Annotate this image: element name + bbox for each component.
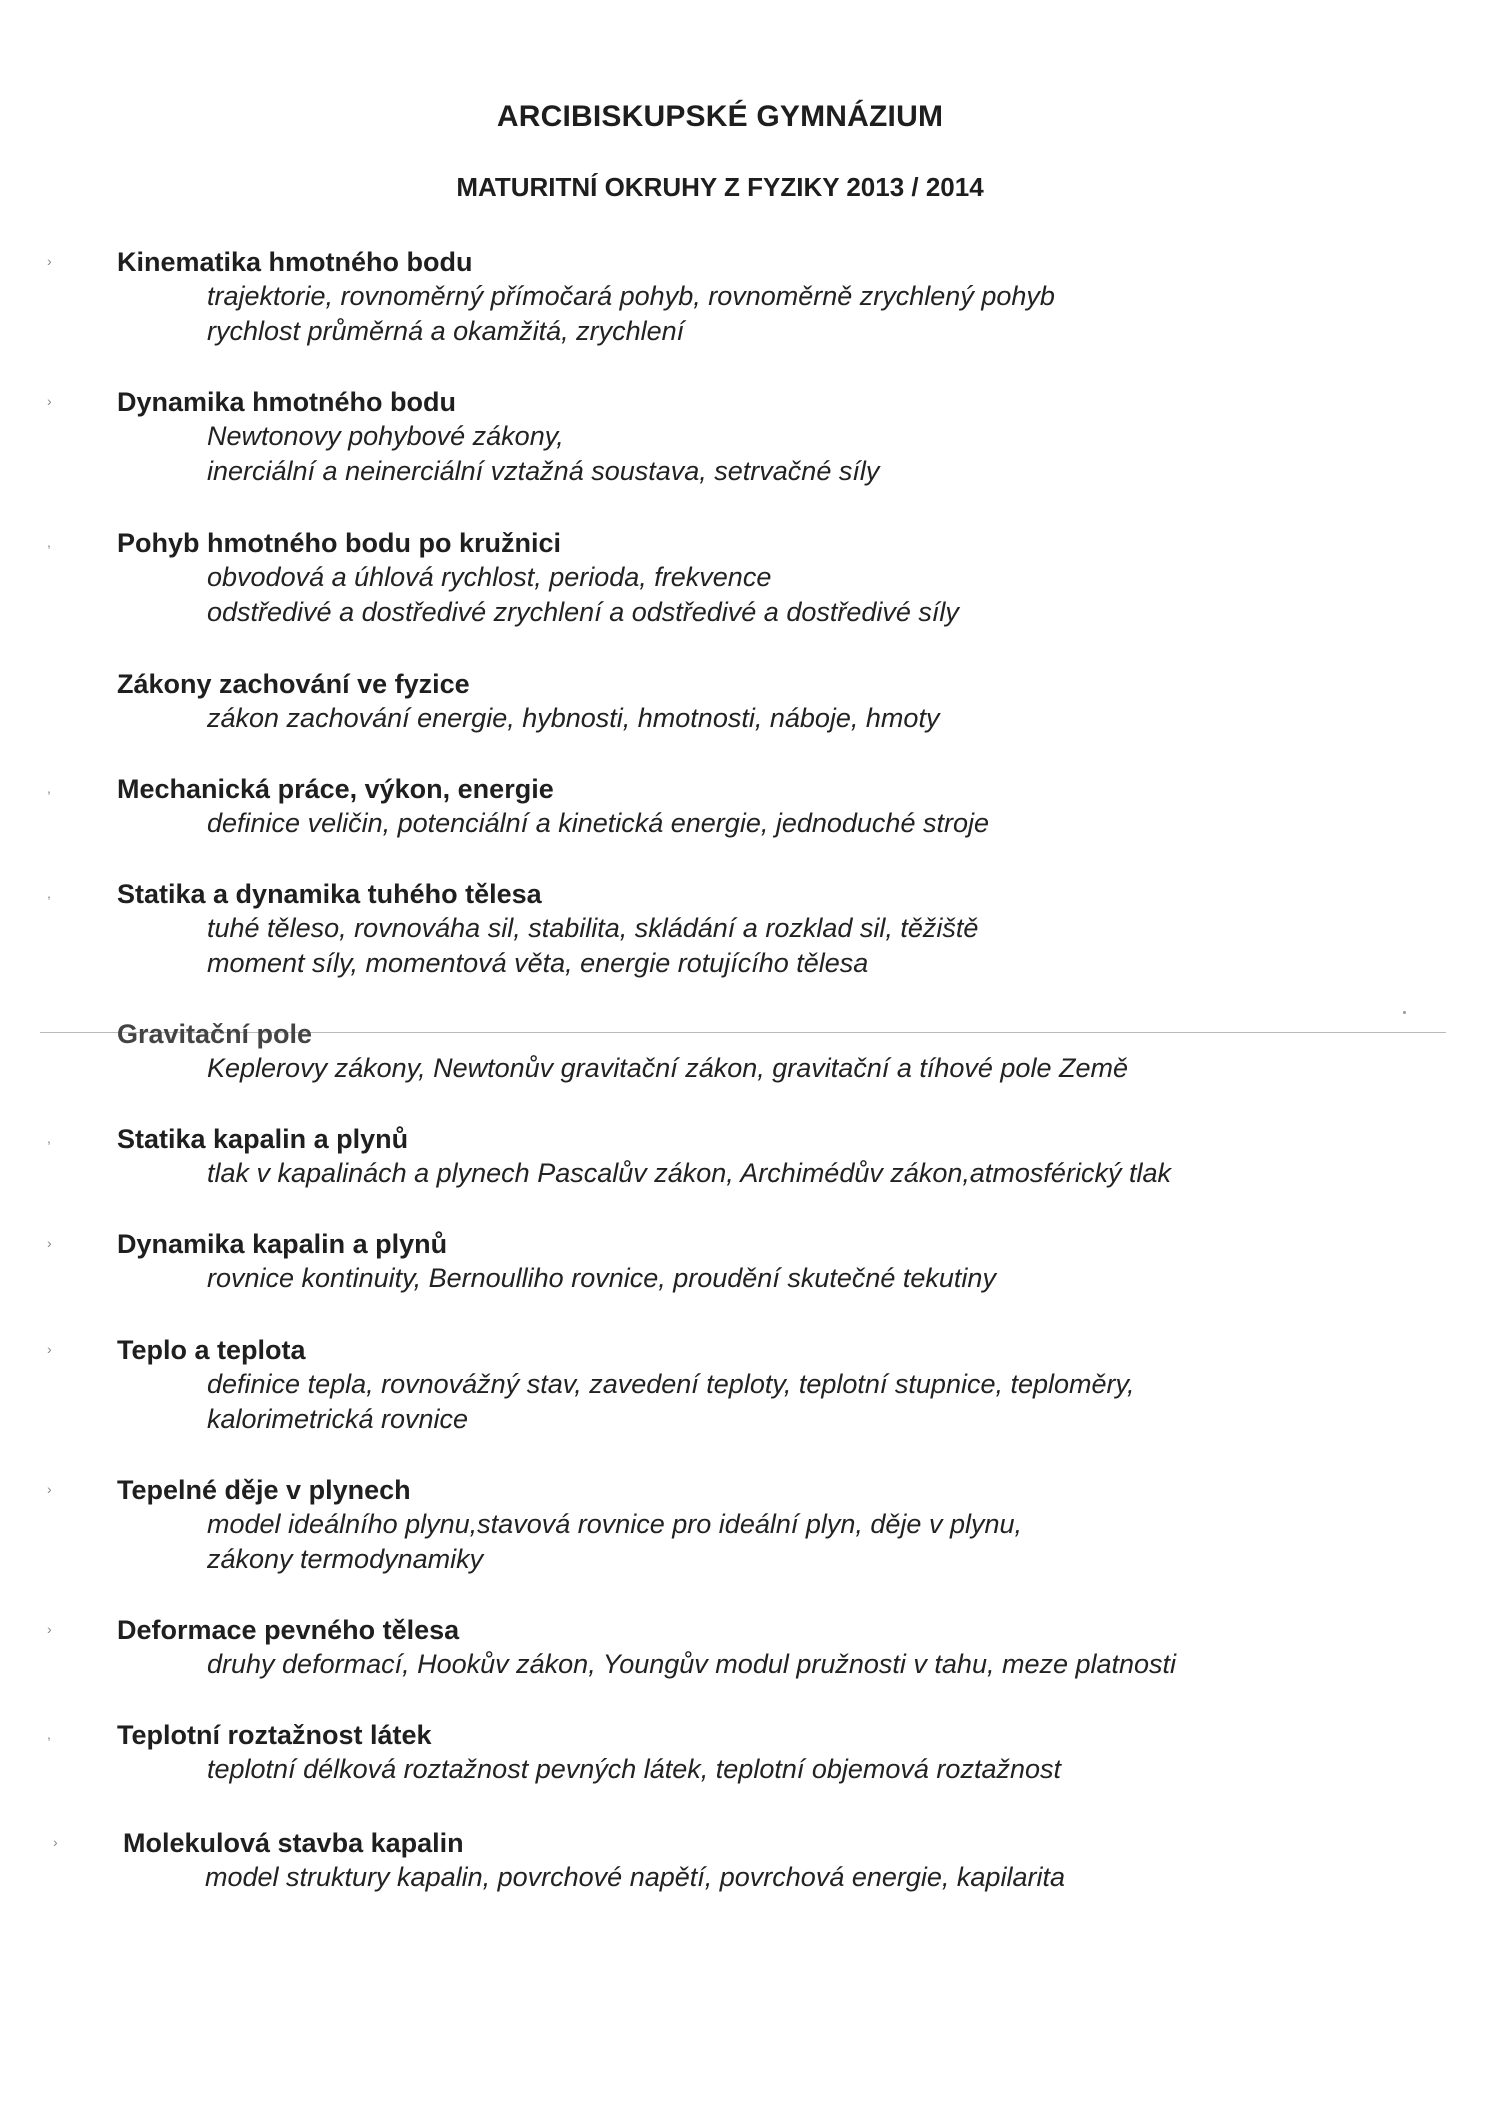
topic-detail: inerciální a neinerciální vztažná soustava, setrvačné síly xyxy=(207,456,880,486)
topic-heading: Zákony zachování ve fyzice xyxy=(117,669,470,699)
topic-heading: Teplo a teplota xyxy=(117,1335,306,1365)
bullet-mark: , xyxy=(47,1726,51,1742)
topic-item xyxy=(47,1613,1367,1682)
topic-item xyxy=(117,1017,1367,1086)
topic-item xyxy=(47,1333,1367,1437)
bullet-mark: › xyxy=(47,393,52,409)
topic-detail: model ideálního plynu,stavová rovnice pro ideální plyn, děje v plynu, xyxy=(207,1509,1022,1539)
topic-heading: Molekulová stavba kapalin xyxy=(123,1828,464,1858)
topic-heading: Kinematika hmotného bodu xyxy=(117,247,473,277)
bullet-mark: › xyxy=(47,253,52,269)
topic-detail: teplotní délková roztažnost pevných látek, teplotní objemová roztažnost xyxy=(207,1754,1061,1784)
topic-detail: druhy deformací, Hookův zákon, Youngův modul pružnosti v tahu, meze platnosti xyxy=(207,1649,1177,1679)
topic-detail: tuhé těleso, rovnováha sil, stabilita, skládání a rozklad sil, těžiště xyxy=(207,913,979,943)
topic-detail: definice veličin, potenciální a kinetická energie, jednoduché stroje xyxy=(207,808,989,838)
topic-detail: moment síly, momentová věta, energie rotujícího tělesa xyxy=(207,948,869,978)
topic-detail: zákon zachování energie, hybnosti, hmotnosti, náboje, hmoty xyxy=(207,703,940,733)
topic-item xyxy=(47,385,1367,489)
topic-item xyxy=(47,877,1367,981)
topic-detail: trajektorie, rovnoměrný přímočará pohyb, rovnoměrně zrychlený pohyb xyxy=(207,281,1055,311)
bullet-mark: , xyxy=(47,780,51,796)
topic-item xyxy=(47,245,1367,349)
topic-item xyxy=(47,1718,1367,1787)
topic-heading: Dynamika hmotného bodu xyxy=(117,387,457,417)
topic-heading: Dynamika kapalin a plynů xyxy=(117,1229,448,1259)
topic-item xyxy=(53,1826,1373,1895)
page-title: ARCIBISKUPSKÉ GYMNÁZIUM xyxy=(496,100,944,133)
topic-heading: Mechanická práce, výkon, energie xyxy=(117,774,554,804)
topic-heading: Tepelné děje v plynech xyxy=(117,1475,411,1505)
bullet-mark: , xyxy=(47,885,51,901)
topic-detail: rychlost průměrná a okamžitá, zrychlení xyxy=(207,316,685,346)
bullet-mark: › xyxy=(47,1235,52,1251)
topic-detail: definice tepla, rovnovážný stav, zavedení teploty, teplotní stupnice, teploměry, xyxy=(207,1369,1135,1399)
topic-detail: tlak v kapalinách a plynech Pascalův zákon, Archimédův zákon,atmosférický tlak xyxy=(207,1158,1171,1188)
bullet-mark: , xyxy=(47,534,51,550)
topic-heading: Teplotní roztažnost látek xyxy=(117,1720,432,1750)
page-subtitle: MATURITNÍ OKRUHY Z FYZIKY 2013 / 2014 xyxy=(456,172,984,202)
topic-detail: rovnice kontinuity, Bernoulliho rovnice, proudění skutečné tekutiny xyxy=(207,1263,996,1293)
topic-detail: odstředivé a dostředivé zrychlení a odstředivé a dostředivé síly xyxy=(207,597,959,627)
topic-item xyxy=(47,1473,1367,1577)
topic-detail: model struktury kapalin, povrchové napětí, povrchová energie, kapilarita xyxy=(205,1862,1065,1892)
bullet-mark: › xyxy=(47,1341,52,1357)
topic-item xyxy=(47,772,1367,841)
topic-heading: Gravitační pole xyxy=(117,1019,313,1049)
bullet-mark: › xyxy=(47,1621,52,1637)
topic-detail: Keplerovy zákony, Newtonův gravitační zákon, gravitační a tíhové pole Země xyxy=(207,1053,1128,1083)
topic-item xyxy=(47,1227,1367,1296)
topic-heading: Statika a dynamika tuhého tělesa xyxy=(117,879,542,909)
topic-heading: Pohyb hmotného bodu po kružnici xyxy=(117,528,561,558)
bullet-mark: › xyxy=(53,1834,58,1850)
topic-detail: Newtonovy pohybové zákony, xyxy=(207,421,564,451)
topic-detail: obvodová a úhlová rychlost, perioda, frekvence xyxy=(207,562,772,592)
topic-heading: Deformace pevného tělesa xyxy=(117,1615,460,1645)
bullet-mark: › xyxy=(47,1481,52,1497)
topic-heading: Statika kapalin a plynů xyxy=(117,1124,409,1154)
topic-item xyxy=(117,667,1367,736)
topic-detail: kalorimetrická rovnice xyxy=(207,1404,469,1434)
topic-detail: zákony termodynamiky xyxy=(207,1544,484,1574)
topic-item xyxy=(47,526,1367,630)
topic-item xyxy=(47,1122,1367,1191)
bullet-mark: , xyxy=(47,1130,51,1146)
